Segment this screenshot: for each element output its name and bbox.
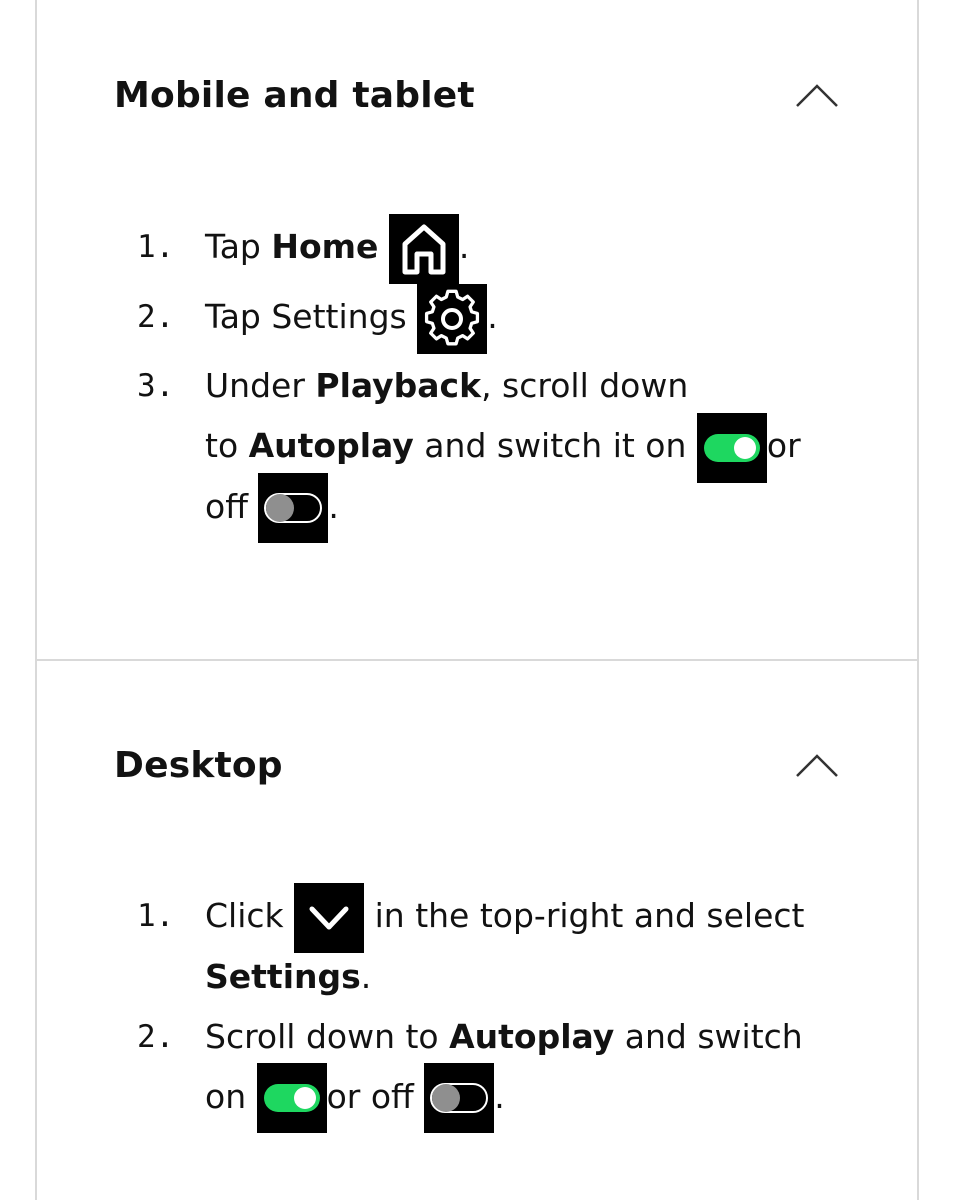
toggle-on-icon xyxy=(257,1063,327,1133)
step-text: and switch it on xyxy=(413,426,697,465)
step-number: 2. xyxy=(137,299,175,335)
step-end: . xyxy=(487,297,498,336)
step-number: 3. xyxy=(137,368,175,404)
step-text: , scroll down xyxy=(481,366,689,405)
step-bold-text: Settings xyxy=(205,956,361,996)
step-text: in the top-right and select xyxy=(364,896,805,935)
desktop-steps xyxy=(137,886,857,1127)
toggle-off-icon xyxy=(424,1063,494,1133)
list-item xyxy=(137,356,857,537)
step-end: . xyxy=(494,1076,505,1116)
section-title-desktop: Desktop xyxy=(114,745,283,786)
step-text: Click xyxy=(205,896,295,935)
step-bold-text: Autoplay xyxy=(248,426,414,465)
chevron-up-icon[interactable] xyxy=(795,82,839,108)
gear-icon xyxy=(417,284,487,354)
step-end: . xyxy=(458,227,470,266)
step-number: 1. xyxy=(137,229,175,265)
step-text: or off xyxy=(326,1076,425,1116)
step-end: . xyxy=(360,956,372,996)
home-icon xyxy=(389,214,459,284)
toggle-off-icon xyxy=(258,473,328,543)
step-text: Under xyxy=(205,366,316,405)
step-text: Tap Settings xyxy=(205,297,418,336)
step-text: to xyxy=(205,426,249,465)
chevron-up-icon[interactable] xyxy=(795,752,839,778)
step-end: . xyxy=(328,486,339,526)
section-divider xyxy=(37,659,917,661)
step-bold-text: Home xyxy=(271,227,379,266)
step-number: 2. xyxy=(137,1018,175,1055)
list-item xyxy=(137,286,857,356)
step-text: Scroll down to xyxy=(205,1016,450,1056)
step-text: or xyxy=(766,426,801,465)
list-item xyxy=(137,886,857,1007)
step-bold-text: Playback xyxy=(315,366,482,405)
step-text: off xyxy=(205,486,259,526)
list-item xyxy=(137,1007,857,1128)
mobile-steps xyxy=(137,216,857,537)
chevron-down-icon xyxy=(294,883,364,953)
step-text: and switch xyxy=(614,1016,803,1056)
step-number: 1. xyxy=(137,898,175,934)
step-text: Tap xyxy=(205,227,272,266)
step-bold-text: Autoplay xyxy=(449,1016,615,1056)
section-title-mobile: Mobile and tablet xyxy=(114,75,475,116)
list-item xyxy=(137,216,857,286)
step-text: on xyxy=(205,1076,257,1116)
help-card xyxy=(35,0,919,1200)
toggle-on-icon xyxy=(697,413,767,483)
